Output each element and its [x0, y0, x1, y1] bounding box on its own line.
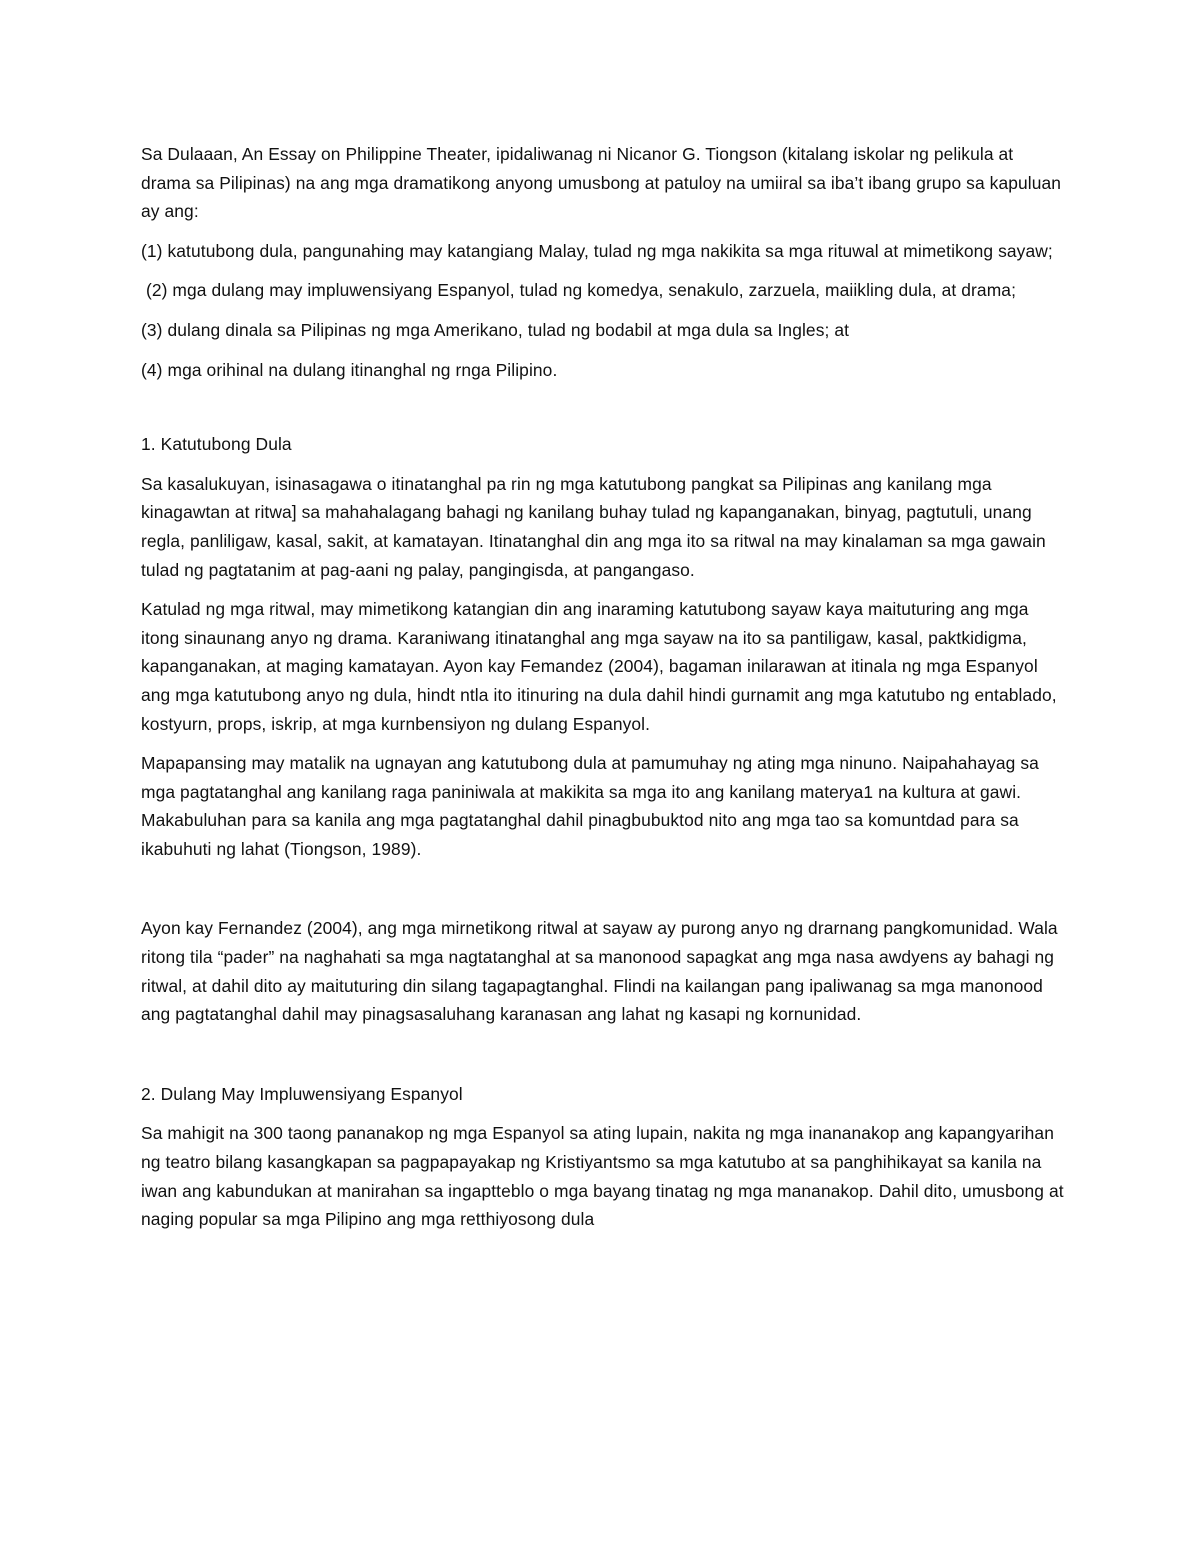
body-paragraph: Ayon kay Fernandez (2004), ang mga mirnetikong ritwal at sayaw ay purong anyo ng drarnang pangkomunidad. Wala ritong tila “pader” na naghahati sa mga nagtatanghal at sa manonood sapagkat ang mga nasa awdyens ay bahagi ng ritwal, at dahil dito ay maituturing din silang tagapagtanghal. Flindi na kailangan pang ipaliwanag sa mga manonood ang pagtatanghal dahil may pinagsasaluhang karanasan ang lahat ng kasapi ng kornunidad.	[141, 918, 1063, 1025]
body-paragraph: Sa kasalukuyan, isinasagawa o itinatanghal pa rin ng mga katutubong pangkat sa Pilipinas ang kanilang mga kinagawtan at ritwa] sa mahahalagang bahagi ng kanilang buhay tulad ng kapanganakan, binyag, pagtutuli, unang regla, panliligaw, kasal, sakit, at kamatayan. Itinatanghal din ang mga ito sa ritwal na may kinalaman sa mga gawain tulad ng pagtatanim at pag-aani ng palay, pangingisda, at pangangaso.	[141, 473, 1051, 580]
spacer	[141, 395, 1066, 430]
list-item: (4) mga orihinal na dulang itinanghal ng rnga Pilipino.	[141, 359, 558, 380]
list-item: (3) dulang dinala sa Pilipinas ng mga Amerikano, tulad ng bodabil at mga dula sa Ingles; at	[141, 319, 850, 340]
list-item: (1) katutubong dula, pangunahing may katangiang Malay, tulad ng mga nakikita sa mga rituwal at mimetikong sayaw;	[141, 240, 1053, 261]
document-page	[141, 140, 1069, 1245]
section-heading: 2. Dulang May Impluwensiyang Espanyol	[141, 1083, 463, 1104]
spacer	[141, 874, 1066, 914]
body-paragraph: Sa mahigit na 300 taong pananakop ng mga Espanyol sa ating lupain, nakita ng mga inananakop ang kapangyarihan ng teatro bilang kasangkapan sa pagpapayakap ng Kristiyantsmo sa mga katutubo at sa panghihikayat sa kanila na iwan ang kabundukan at manirahan sa ingaptteblo o mga bayang tinatag ng mga mananakop. Dahil dito, umusbong at naging popular sa mga Pilipino ang mga retthiyosong dula	[141, 1123, 1069, 1230]
section-heading: 1. Katutubong Dula	[141, 434, 292, 455]
body-paragraph: Katulad ng mga ritwal, may mimetikong katangian din ang inaraming katutubong sayaw kaya maituturing ang mga itong sinaunang anyo ng drama. Karaniwang itinatanghal ang mga sayaw na ito sa pantiligaw, kasal, paktkidigma, kapanganakan, at maging kamatayan. Ayon kay Femandez (2004), bagaman inilarawan at itinala ng mga Espanyol ang mga katutubong anyo ng dula, hindt ntla ito itinuring na dula dahil hindi gurnamit ang mga katutubo ng entablado, kostyurn, props, iskrip, at mga kurnbensiyon ng dulang Espanyol.	[141, 599, 1062, 734]
body-paragraph: Mapapansing may matalik na ugnayan ang katutubong dula at pamumuhay ng ating mga ninuno. Naipahahayag sa mga pagtatanghal ang kanilang raga paniniwala at makikita sa mga ito ang kanilang materya1 na kultura at gawi. Makabuluhan para sa kanila ang mga pagtatanghal dahil pinagbubuktod nito ang mga tao sa komuntdad para sa ikabuhuti ng lahat (Tiongson, 1989).	[141, 753, 1044, 859]
intro-paragraph: Sa Dulaaan, An Essay on Philippine Theater, ipidaliwanag ni Nicanor G. Tiongson (kitalang iskolar ng pelikula at drama sa Pilipinas) na ang mga dramatikong anyong umusbong at patuloy na umiiral sa iba’t ibang grupo sa kapuluan ay ang:	[141, 144, 1066, 222]
spacer	[141, 1040, 1066, 1080]
list-item: (2) mga dulang may impluwensiyang Espanyol, tulad ng komedya, senakulo, zarzuela, maiikling dula, at drama;	[141, 280, 1016, 301]
